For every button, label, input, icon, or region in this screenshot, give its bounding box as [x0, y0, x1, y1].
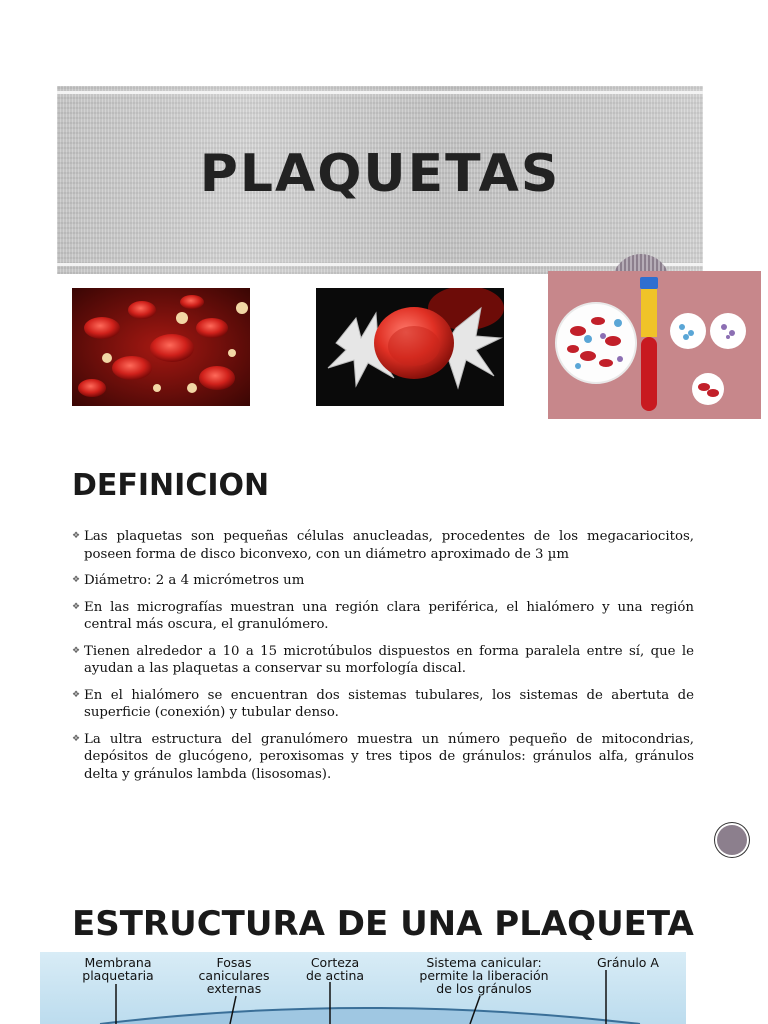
bullet-diamond-icon: ❖: [72, 601, 81, 612]
activated-platelets-image: [316, 288, 504, 406]
blood-cells-image: [72, 288, 250, 406]
label-granulo-a: Gránulo A: [597, 955, 659, 970]
page-title: PLAQUETAS: [199, 144, 561, 204]
definition-list: [72, 528, 694, 792]
banner-bottom-rule: [57, 263, 703, 266]
bullet-diamond-icon: ❖: [72, 733, 81, 744]
slide-nav-button[interactable]: [717, 825, 747, 855]
blood-components-diagram-image: [548, 271, 761, 419]
platelet-structure-diagram: [40, 952, 686, 1024]
list-item: ❖ En el hialómero se encuentran dos sistemas tubulares, los sistemas de abertuta de superficie (conexión) y tubular denso.: [72, 687, 694, 720]
structure-heading: ESTRUCTURA DE UNA PLAQUETA: [72, 904, 694, 944]
list-item: ❖ La ultra estructura del granulómero muestra un número pequeño de mitocondrias, depósitos de glucógeno, peroxisomas y tres tipos de gránulos: gránulos alfa, gránulos delta y gránulos lambda (lisosomas).: [72, 731, 694, 782]
banner-top-rule: [57, 91, 703, 94]
list-item: ❖ Diámetro: 2 a 4 micrómetros um: [72, 573, 305, 588]
definition-heading: DEFINICION: [72, 468, 270, 503]
list-item: ❖ En las micrografías muestran una región clara periférica, el hialómero y una región central más oscura, el granulómero.: [72, 599, 694, 632]
title-banner: [57, 86, 703, 274]
bullet-diamond-icon: ❖: [72, 531, 81, 541]
label-corteza: Corteza de actina: [305, 955, 365, 983]
label-fosas: Fosas caniculares externas: [198, 955, 270, 996]
list-item: ❖ Las plaquetas son pequeñas células anucleadas, procedentes de los megacariocitos, poseen forma de disco biconvexo, con un diámetro aproximado de 3 µm: [72, 529, 694, 562]
bullet-diamond-icon: ❖: [72, 575, 81, 585]
bullet-diamond-icon: ❖: [72, 689, 81, 700]
label-sistema-canicular: Sistema canicular: permite la liberación de los gránulos: [419, 955, 549, 996]
list-item: ❖ Tienen alrededor a 10 a 15 microtúbulos dispuestos en forma paralela entre sí, que le ayudan a las plaquetas a conservar su morfología discal.: [72, 643, 694, 676]
bullet-diamond-icon: ❖: [72, 645, 81, 656]
label-membrana: Membrana plaquetaria: [82, 955, 154, 983]
